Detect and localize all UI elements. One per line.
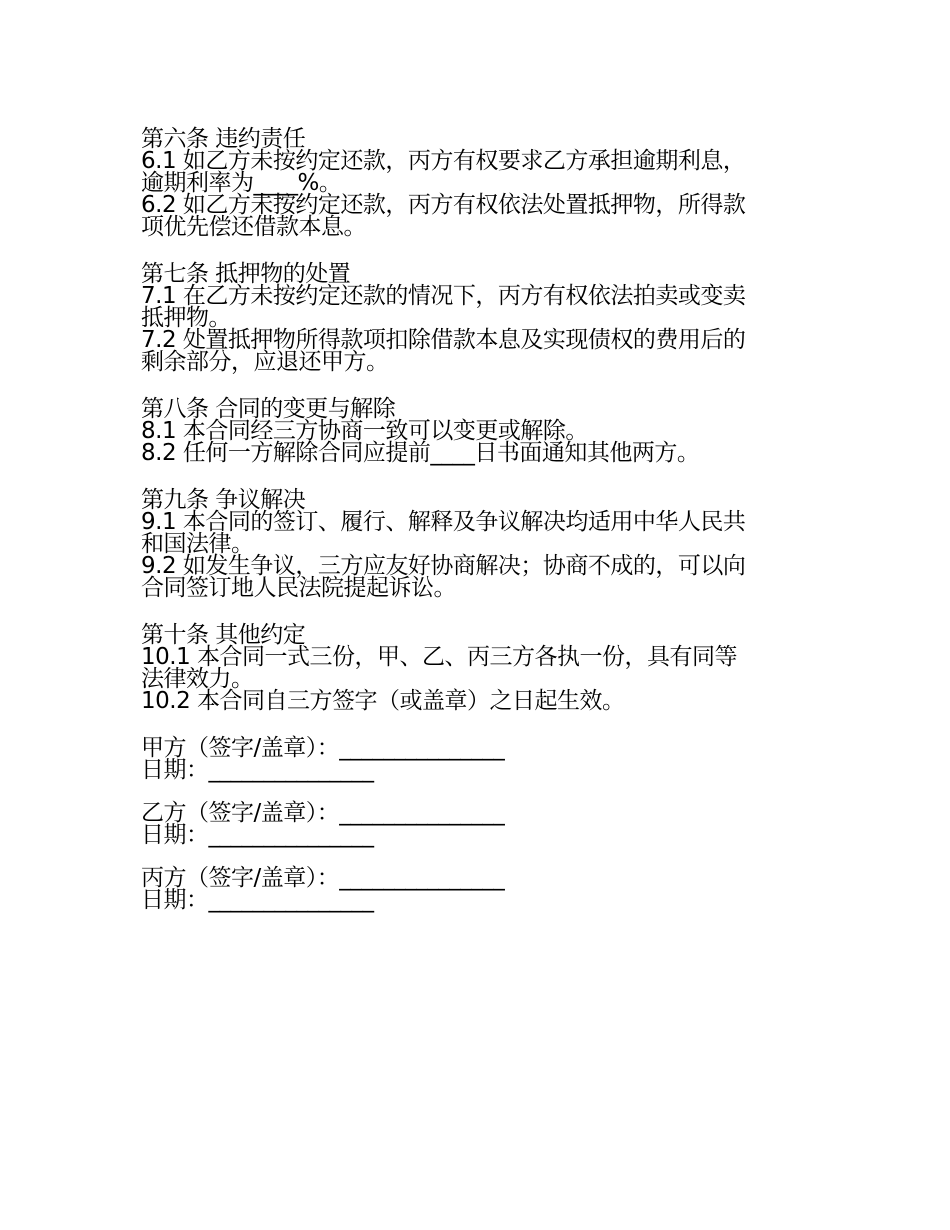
article-heading: 第九条 争议解决 (141, 487, 306, 513)
clause-line: 6.2 如乙方未按约定还款，丙方有权依法处置抵押物，所得款 (141, 192, 746, 218)
clause-line: 10.1 本合同一式三份，甲、乙、丙三方各执一份，具有同等 (141, 644, 738, 670)
clause-line: 项优先偿还借款本息。 (141, 214, 366, 240)
article-6 (141, 128, 811, 238)
clause-line: 合同签订地人民法院提起诉讼。 (141, 575, 456, 601)
article-9 (141, 489, 811, 599)
signature-party-b (141, 802, 811, 846)
clause-line: 法律效力。 (141, 666, 254, 692)
clause-line: 9.1 本合同的签订、履行、解释及争议解决均适用中华人民共 (141, 509, 746, 535)
article-7 (141, 263, 811, 373)
clause-line: 抵押物。 (141, 305, 231, 331)
article-heading: 第七条 抵押物的处置 (141, 261, 351, 287)
clause-line: 6.1 如乙方未按约定还款，丙方有权要求乙方承担逾期利息， (141, 148, 746, 174)
article-heading: 第六条 违约责任 (141, 126, 306, 152)
clause-line: 10.2 本合同自三方签字（或盖章）之日起生效。 (141, 688, 625, 714)
clause-line: 7.2 处置抵押物所得款项扣除借款本息及实现债权的费用后的 (141, 327, 746, 353)
signature-line: 丙方（签字/盖章）：_______________ (141, 865, 505, 891)
signature-date-line: 日期：_______________ (141, 757, 374, 783)
article-8 (141, 398, 811, 464)
clause-line: 7.1 在乙方未按约定还款的情况下，丙方有权依法拍卖或变卖 (141, 283, 746, 309)
clause-line: 剩余部分，应退还甲方。 (141, 349, 389, 375)
clause-line: 和国法律。 (141, 531, 254, 557)
signature-date-line: 日期：_______________ (141, 887, 374, 913)
signature-party-c (141, 867, 811, 911)
signature-line: 甲方（签字/盖章）：_______________ (141, 735, 505, 761)
article-heading: 第十条 其他约定 (141, 622, 306, 648)
signature-date-line: 日期：_______________ (141, 822, 374, 848)
clause-line: 8.2 任何一方解除合同应提前____日书面通知其他两方。 (141, 440, 700, 466)
signature-line: 乙方（签字/盖章）：_______________ (141, 800, 505, 826)
clause-line: 8.1 本合同经三方协商一致可以变更或解除。 (141, 418, 588, 444)
article-10 (141, 624, 811, 712)
article-heading: 第八条 合同的变更与解除 (141, 396, 396, 422)
clause-line: 9.2 如发生争议，三方应友好协商解决；协商不成的，可以向 (141, 553, 746, 579)
signature-party-a (141, 737, 811, 781)
clause-line: 逾期利率为____%。 (141, 170, 342, 196)
contract-body (141, 128, 811, 911)
